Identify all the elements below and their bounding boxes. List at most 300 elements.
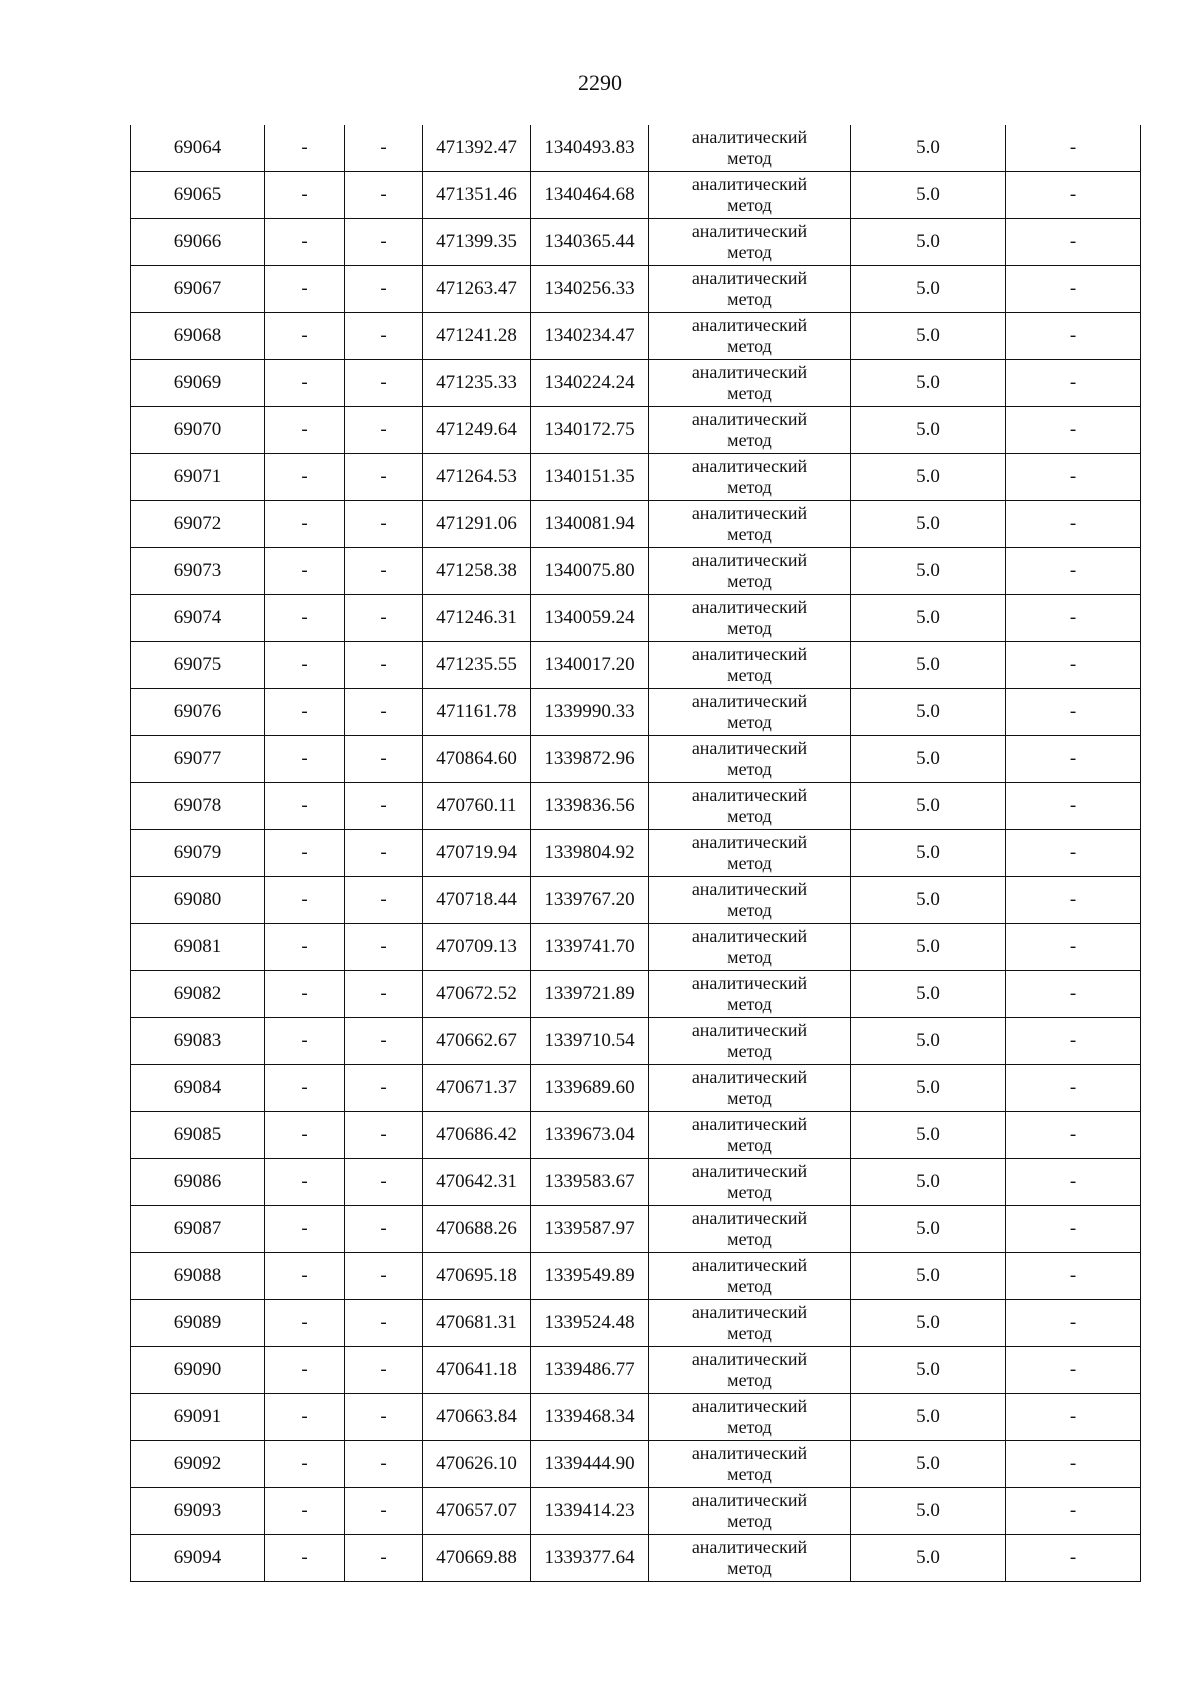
dash-cell: - — [345, 1394, 423, 1441]
accuracy-cell: 5.0 — [851, 548, 1006, 595]
method-text-line-2: метод — [727, 571, 772, 591]
x-coordinate-cell: 471246.31 — [423, 595, 531, 642]
dash-cell: - — [1006, 172, 1141, 219]
dash-cell: - — [265, 1253, 345, 1300]
dash-cell: - — [265, 736, 345, 783]
accuracy-cell: 5.0 — [851, 360, 1006, 407]
dash-cell: - — [265, 1112, 345, 1159]
accuracy-cell: 5.0 — [851, 266, 1006, 313]
dash-cell: - — [265, 266, 345, 313]
method-text-line-1: аналитический — [691, 691, 808, 711]
dash-cell: - — [345, 971, 423, 1018]
method-cell — [649, 595, 851, 642]
point-number-cell: 69091 — [131, 1394, 265, 1441]
dash-cell: - — [1006, 125, 1141, 172]
point-number-cell: 69066 — [131, 219, 265, 266]
method-text-line-2: метод — [727, 806, 772, 826]
point-number-cell: 69086 — [131, 1159, 265, 1206]
dash-cell: - — [345, 219, 423, 266]
method-text-line-2: метод — [727, 994, 772, 1014]
y-coordinate-cell: 1339486.77 — [531, 1347, 649, 1394]
point-number-cell: 69085 — [131, 1112, 265, 1159]
method-cell — [649, 1535, 851, 1582]
method-cell — [649, 1065, 851, 1112]
method-cell — [649, 642, 851, 689]
dash-cell: - — [265, 689, 345, 736]
method-cell — [649, 125, 851, 172]
method-text-line-1: аналитический — [691, 738, 808, 758]
dash-cell: - — [265, 219, 345, 266]
table-row — [131, 830, 1141, 877]
point-number-cell: 69077 — [131, 736, 265, 783]
y-coordinate-cell: 1339804.92 — [531, 830, 649, 877]
table-row — [131, 1112, 1141, 1159]
dash-cell: - — [265, 877, 345, 924]
point-number-cell: 69069 — [131, 360, 265, 407]
method-text-line-1: аналитический — [691, 1396, 808, 1416]
x-coordinate-cell: 470672.52 — [423, 971, 531, 1018]
accuracy-cell: 5.0 — [851, 407, 1006, 454]
dash-cell: - — [1006, 1065, 1141, 1112]
x-coordinate-cell: 470686.42 — [423, 1112, 531, 1159]
x-coordinate-cell: 471241.28 — [423, 313, 531, 360]
x-coordinate-cell: 471161.78 — [423, 689, 531, 736]
method-cell — [649, 1206, 851, 1253]
dash-cell: - — [1006, 689, 1141, 736]
x-coordinate-cell: 471258.38 — [423, 548, 531, 595]
x-coordinate-cell: 470719.94 — [423, 830, 531, 877]
method-text-line-2: метод — [727, 289, 772, 309]
table-row — [131, 407, 1141, 454]
accuracy-cell: 5.0 — [851, 783, 1006, 830]
method-cell — [649, 1300, 851, 1347]
table-row — [131, 971, 1141, 1018]
dash-cell: - — [1006, 266, 1141, 313]
method-text-line-2: метод — [727, 1511, 772, 1531]
method-text-line-2: метод — [727, 1088, 772, 1108]
x-coordinate-cell: 470864.60 — [423, 736, 531, 783]
dash-cell: - — [1006, 595, 1141, 642]
dash-cell: - — [265, 360, 345, 407]
method-cell — [649, 1253, 851, 1300]
dash-cell: - — [265, 1441, 345, 1488]
accuracy-cell: 5.0 — [851, 971, 1006, 1018]
y-coordinate-cell: 1339444.90 — [531, 1441, 649, 1488]
method-text-line-2: метод — [727, 336, 772, 356]
accuracy-cell: 5.0 — [851, 1253, 1006, 1300]
table-row — [131, 877, 1141, 924]
method-text-line-2: метод — [727, 1135, 772, 1155]
accuracy-cell: 5.0 — [851, 1441, 1006, 1488]
dash-cell: - — [345, 642, 423, 689]
point-number-cell: 69079 — [131, 830, 265, 877]
dash-cell: - — [265, 971, 345, 1018]
dash-cell: - — [1006, 1018, 1141, 1065]
table-row — [131, 689, 1141, 736]
dash-cell: - — [265, 1018, 345, 1065]
y-coordinate-cell: 1340493.83 — [531, 125, 649, 172]
method-text-line-1: аналитический — [691, 127, 808, 147]
method-text-line-1: аналитический — [691, 973, 808, 993]
dash-cell: - — [345, 1441, 423, 1488]
accuracy-cell: 5.0 — [851, 125, 1006, 172]
point-number-cell: 69074 — [131, 595, 265, 642]
x-coordinate-cell: 470688.26 — [423, 1206, 531, 1253]
dash-cell: - — [265, 830, 345, 877]
method-text-line-1: аналитический — [691, 644, 808, 664]
y-coordinate-cell: 1339414.23 — [531, 1488, 649, 1535]
accuracy-cell: 5.0 — [851, 689, 1006, 736]
method-text-line-2: метод — [727, 383, 772, 403]
dash-cell: - — [265, 407, 345, 454]
point-number-cell: 69084 — [131, 1065, 265, 1112]
point-number-cell: 69071 — [131, 454, 265, 501]
y-coordinate-cell: 1340075.80 — [531, 548, 649, 595]
dash-cell: - — [1006, 1300, 1141, 1347]
dash-cell: - — [345, 1488, 423, 1535]
method-text-line-1: аналитический — [691, 926, 808, 946]
point-number-cell: 69073 — [131, 548, 265, 595]
dash-cell: - — [265, 1347, 345, 1394]
method-text-line-1: аналитический — [691, 785, 808, 805]
accuracy-cell: 5.0 — [851, 1394, 1006, 1441]
method-text-line-2: метод — [727, 430, 772, 450]
method-text-line-2: метод — [727, 242, 772, 262]
table-row — [131, 266, 1141, 313]
y-coordinate-cell: 1340234.47 — [531, 313, 649, 360]
x-coordinate-cell: 470657.07 — [423, 1488, 531, 1535]
dash-cell: - — [1006, 783, 1141, 830]
accuracy-cell: 5.0 — [851, 501, 1006, 548]
method-cell — [649, 313, 851, 360]
x-coordinate-cell: 471263.47 — [423, 266, 531, 313]
method-text-line-1: аналитический — [691, 1208, 808, 1228]
x-coordinate-cell: 471399.35 — [423, 219, 531, 266]
dash-cell: - — [265, 595, 345, 642]
accuracy-cell: 5.0 — [851, 1206, 1006, 1253]
dash-cell: - — [345, 1253, 423, 1300]
method-cell — [649, 736, 851, 783]
y-coordinate-cell: 1339689.60 — [531, 1065, 649, 1112]
dash-cell: - — [265, 501, 345, 548]
dash-cell: - — [1006, 548, 1141, 595]
y-coordinate-cell: 1339524.48 — [531, 1300, 649, 1347]
accuracy-cell: 5.0 — [851, 219, 1006, 266]
table-row — [131, 1206, 1141, 1253]
table-row — [131, 924, 1141, 971]
table-row — [131, 172, 1141, 219]
method-text-line-1: аналитический — [691, 1114, 808, 1134]
method-cell — [649, 1018, 851, 1065]
point-number-cell: 69090 — [131, 1347, 265, 1394]
y-coordinate-cell: 1340017.20 — [531, 642, 649, 689]
point-number-cell: 69081 — [131, 924, 265, 971]
method-text-line-1: аналитический — [691, 879, 808, 899]
dash-cell: - — [1006, 1394, 1141, 1441]
y-coordinate-cell: 1339710.54 — [531, 1018, 649, 1065]
table-row — [131, 642, 1141, 689]
method-text-line-2: метод — [727, 712, 772, 732]
point-number-cell: 69080 — [131, 877, 265, 924]
dash-cell: - — [345, 501, 423, 548]
page-number: 2290 — [578, 70, 622, 95]
table-row — [131, 1347, 1141, 1394]
dash-cell: - — [1006, 924, 1141, 971]
x-coordinate-cell: 470662.67 — [423, 1018, 531, 1065]
dash-cell: - — [265, 172, 345, 219]
dash-cell: - — [1006, 1441, 1141, 1488]
method-text-line-2: метод — [727, 148, 772, 168]
table-row — [131, 783, 1141, 830]
y-coordinate-cell: 1339741.70 — [531, 924, 649, 971]
method-text-line-1: аналитический — [691, 1537, 808, 1557]
dash-cell: - — [1006, 1535, 1141, 1582]
method-text-line-1: аналитический — [691, 221, 808, 241]
x-coordinate-cell: 470695.18 — [423, 1253, 531, 1300]
method-text-line-2: метод — [727, 618, 772, 638]
table-row — [131, 1065, 1141, 1112]
table-row — [131, 1018, 1141, 1065]
y-coordinate-cell: 1339872.96 — [531, 736, 649, 783]
dash-cell: - — [265, 548, 345, 595]
table-row — [131, 501, 1141, 548]
point-number-cell: 69087 — [131, 1206, 265, 1253]
point-number-cell: 69068 — [131, 313, 265, 360]
method-text-line-2: метод — [727, 665, 772, 685]
dash-cell: - — [345, 407, 423, 454]
table-row — [131, 595, 1141, 642]
dash-cell: - — [1006, 1112, 1141, 1159]
method-cell — [649, 1394, 851, 1441]
point-number-cell: 69094 — [131, 1535, 265, 1582]
method-cell — [649, 219, 851, 266]
method-text-line-1: аналитический — [691, 1067, 808, 1087]
method-cell — [649, 407, 851, 454]
accuracy-cell: 5.0 — [851, 642, 1006, 689]
x-coordinate-cell: 470626.10 — [423, 1441, 531, 1488]
method-cell — [649, 454, 851, 501]
coordinates-table — [130, 125, 1141, 1582]
accuracy-cell: 5.0 — [851, 877, 1006, 924]
y-coordinate-cell: 1339377.64 — [531, 1535, 649, 1582]
point-number-cell: 69076 — [131, 689, 265, 736]
y-coordinate-cell: 1339721.89 — [531, 971, 649, 1018]
dash-cell: - — [345, 1535, 423, 1582]
point-number-cell: 69093 — [131, 1488, 265, 1535]
point-number-cell: 69075 — [131, 642, 265, 689]
accuracy-cell: 5.0 — [851, 830, 1006, 877]
dash-cell: - — [345, 313, 423, 360]
method-text-line-1: аналитический — [691, 315, 808, 335]
x-coordinate-cell: 470718.44 — [423, 877, 531, 924]
accuracy-cell: 5.0 — [851, 1159, 1006, 1206]
dash-cell: - — [265, 1300, 345, 1347]
method-text-line-2: метод — [727, 1323, 772, 1343]
dash-cell: - — [265, 1206, 345, 1253]
method-text-line-2: метод — [727, 947, 772, 967]
point-number-cell: 69072 — [131, 501, 265, 548]
x-coordinate-cell: 470669.88 — [423, 1535, 531, 1582]
y-coordinate-cell: 1340365.44 — [531, 219, 649, 266]
x-coordinate-cell: 470642.31 — [423, 1159, 531, 1206]
y-coordinate-cell: 1339587.97 — [531, 1206, 649, 1253]
x-coordinate-cell: 470663.84 — [423, 1394, 531, 1441]
point-number-cell: 69078 — [131, 783, 265, 830]
method-cell — [649, 783, 851, 830]
method-text-line-1: аналитический — [691, 1302, 808, 1322]
table-row — [131, 1535, 1141, 1582]
dash-cell: - — [265, 125, 345, 172]
dash-cell: - — [345, 830, 423, 877]
method-cell — [649, 877, 851, 924]
y-coordinate-cell: 1339468.34 — [531, 1394, 649, 1441]
accuracy-cell: 5.0 — [851, 313, 1006, 360]
method-text-line-1: аналитический — [691, 1020, 808, 1040]
method-text-line-2: метод — [727, 1182, 772, 1202]
point-number-cell: 69065 — [131, 172, 265, 219]
dash-cell: - — [1006, 1488, 1141, 1535]
method-text-line-1: аналитический — [691, 503, 808, 523]
y-coordinate-cell: 1340256.33 — [531, 266, 649, 313]
x-coordinate-cell: 470709.13 — [423, 924, 531, 971]
method-text-line-1: аналитический — [691, 268, 808, 288]
table-row — [131, 1488, 1141, 1535]
table-row — [131, 1441, 1141, 1488]
method-cell — [649, 266, 851, 313]
dash-cell: - — [265, 1065, 345, 1112]
dash-cell: - — [265, 642, 345, 689]
accuracy-cell: 5.0 — [851, 454, 1006, 501]
method-text-line-1: аналитический — [691, 597, 808, 617]
method-cell — [649, 971, 851, 1018]
method-text-line-2: метод — [727, 853, 772, 873]
y-coordinate-cell: 1340464.68 — [531, 172, 649, 219]
y-coordinate-cell: 1339673.04 — [531, 1112, 649, 1159]
method-text-line-1: аналитический — [691, 1161, 808, 1181]
accuracy-cell: 5.0 — [851, 1347, 1006, 1394]
dash-cell: - — [345, 1159, 423, 1206]
dash-cell: - — [1006, 501, 1141, 548]
dash-cell: - — [345, 266, 423, 313]
dash-cell: - — [1006, 360, 1141, 407]
table-body — [131, 125, 1141, 1582]
dash-cell: - — [1006, 830, 1141, 877]
dash-cell: - — [1006, 971, 1141, 1018]
method-text-line-1: аналитический — [691, 1255, 808, 1275]
dash-cell: - — [345, 689, 423, 736]
method-text-line-1: аналитический — [691, 1490, 808, 1510]
method-cell — [649, 1347, 851, 1394]
dash-cell: - — [1006, 1159, 1141, 1206]
table-row — [131, 1394, 1141, 1441]
method-cell — [649, 689, 851, 736]
method-text-line-1: аналитический — [691, 832, 808, 852]
method-text-line-2: метод — [727, 900, 772, 920]
accuracy-cell: 5.0 — [851, 1065, 1006, 1112]
method-text-line-2: метод — [727, 195, 772, 215]
dash-cell: - — [1006, 219, 1141, 266]
method-text-line-2: метод — [727, 759, 772, 779]
dash-cell: - — [1006, 1206, 1141, 1253]
method-text-line-2: метод — [727, 524, 772, 544]
method-cell — [649, 1488, 851, 1535]
accuracy-cell: 5.0 — [851, 1488, 1006, 1535]
dash-cell: - — [345, 1347, 423, 1394]
method-text-line-1: аналитический — [691, 409, 808, 429]
method-cell — [649, 1112, 851, 1159]
dash-cell: - — [345, 360, 423, 407]
accuracy-cell: 5.0 — [851, 1300, 1006, 1347]
method-text-line-2: метод — [727, 1041, 772, 1061]
dash-cell: - — [345, 736, 423, 783]
method-cell — [649, 1441, 851, 1488]
table-row — [131, 125, 1141, 172]
y-coordinate-cell: 1339549.89 — [531, 1253, 649, 1300]
dash-cell: - — [345, 1112, 423, 1159]
accuracy-cell: 5.0 — [851, 595, 1006, 642]
dash-cell: - — [345, 1018, 423, 1065]
table-row — [131, 219, 1141, 266]
dash-cell: - — [265, 1159, 345, 1206]
method-text-line-2: метод — [727, 1558, 772, 1578]
method-text-line-2: метод — [727, 1229, 772, 1249]
dash-cell: - — [1006, 313, 1141, 360]
accuracy-cell: 5.0 — [851, 1112, 1006, 1159]
dash-cell: - — [1006, 407, 1141, 454]
dash-cell: - — [345, 454, 423, 501]
dash-cell: - — [265, 1488, 345, 1535]
method-text-line-1: аналитический — [691, 550, 808, 570]
method-cell — [649, 360, 851, 407]
dash-cell: - — [265, 1394, 345, 1441]
accuracy-cell: 5.0 — [851, 736, 1006, 783]
accuracy-cell: 5.0 — [851, 1018, 1006, 1065]
dash-cell: - — [345, 1300, 423, 1347]
dash-cell: - — [345, 1206, 423, 1253]
dash-cell: - — [265, 1535, 345, 1582]
method-text-line-1: аналитический — [691, 362, 808, 382]
point-number-cell: 69088 — [131, 1253, 265, 1300]
table-row — [131, 1253, 1141, 1300]
table-row — [131, 548, 1141, 595]
method-text-line-1: аналитический — [691, 1349, 808, 1369]
dash-cell: - — [1006, 642, 1141, 689]
method-cell — [649, 830, 851, 877]
table-row — [131, 736, 1141, 783]
y-coordinate-cell: 1340172.75 — [531, 407, 649, 454]
y-coordinate-cell: 1340059.24 — [531, 595, 649, 642]
method-text-line-2: метод — [727, 477, 772, 497]
dash-cell: - — [345, 172, 423, 219]
x-coordinate-cell: 471249.64 — [423, 407, 531, 454]
y-coordinate-cell: 1340081.94 — [531, 501, 649, 548]
x-coordinate-cell: 471392.47 — [423, 125, 531, 172]
table-row — [131, 1300, 1141, 1347]
method-text-line-2: метод — [727, 1370, 772, 1390]
dash-cell: - — [345, 1065, 423, 1112]
y-coordinate-cell: 1339767.20 — [531, 877, 649, 924]
y-coordinate-cell: 1339990.33 — [531, 689, 649, 736]
point-number-cell: 69089 — [131, 1300, 265, 1347]
method-text-line-1: аналитический — [691, 456, 808, 476]
method-text-line-1: аналитический — [691, 174, 808, 194]
x-coordinate-cell: 470760.11 — [423, 783, 531, 830]
dash-cell: - — [345, 548, 423, 595]
method-cell — [649, 924, 851, 971]
table-row — [131, 454, 1141, 501]
dash-cell: - — [265, 313, 345, 360]
method-text-line-2: метод — [727, 1464, 772, 1484]
